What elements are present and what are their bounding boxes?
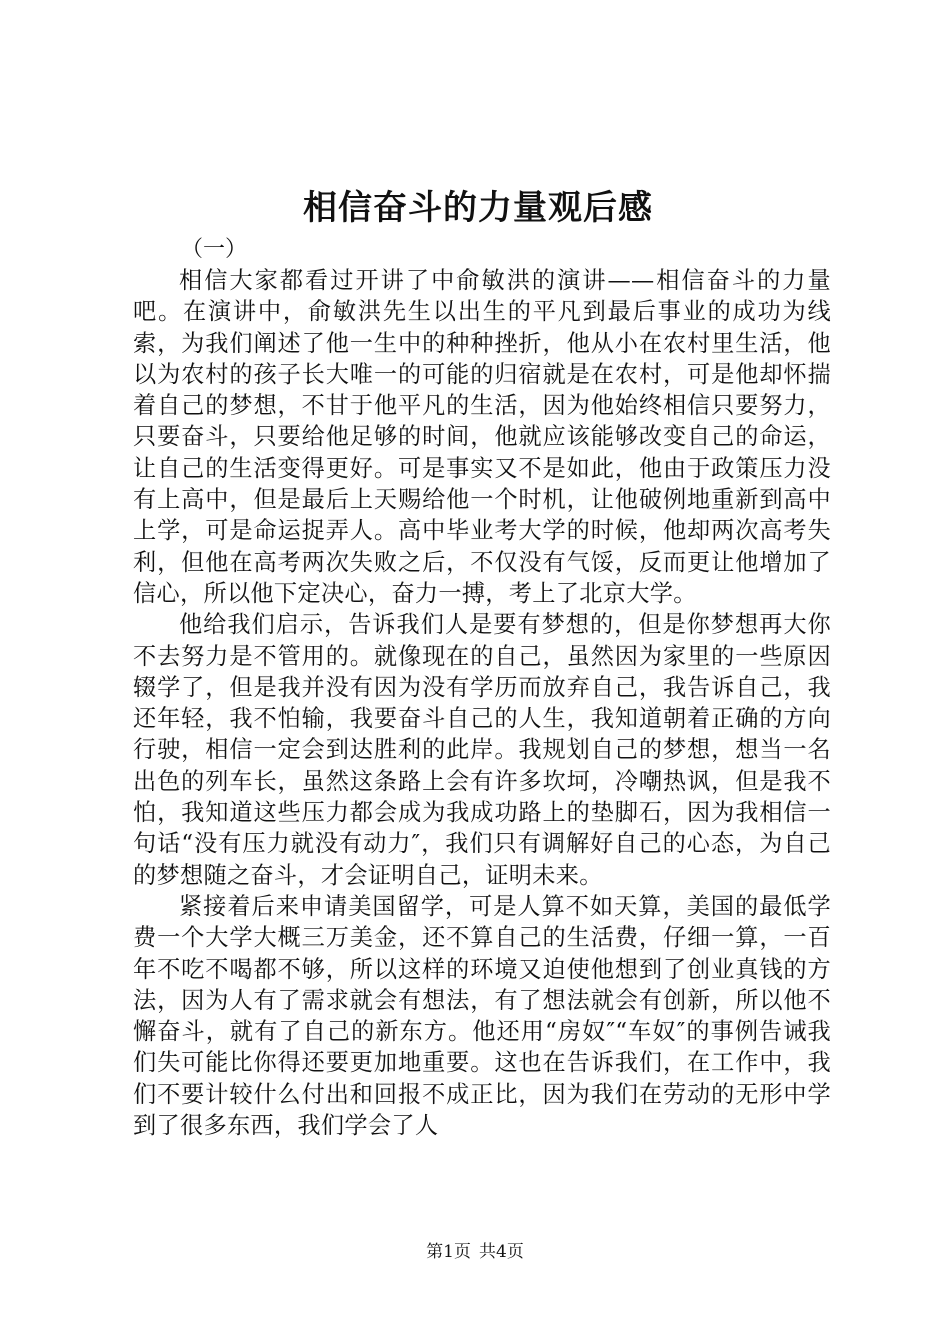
page-footer (0, 1240, 950, 1264)
paragraph-1: 相信大家都看过开讲了中俞敏洪的演讲——相信奋斗的力量吧。在演讲中，俞敏洪先生以出生的平凡到最后事业的成功为线索，为我们阐述了他一生中的种种挫折，他从小在农村里生活，他以为农村的孩子长大唯一的可能的归宿就是在农村，可是他却怀揣着自己的梦想，不甘于他平凡的生活，因为他始终相信只要努力，只要奋斗，只要给他足够的时间，他就应该能够改变自己的命运，让自己的生活变得更好。可是事实又不是如此，他由于政策压力没有上高中，但是最后上天赐给他一个时机，让他破例地重新到高中上学，可是命运捉弄人。高中毕业考大学的时候，他却两次高考失利，但他在高考两次失败之后，不仅没有气馁，反而更让他增加了信心，所以他下定决心，奋力一搏，考上了北京大学。 (133, 267, 831, 607)
document-body (133, 234, 831, 1141)
document-title: 相信奋斗的力量观后感 (303, 188, 653, 228)
page-number: 第1页 (426, 1242, 471, 1262)
page-total: 共4页 (479, 1242, 524, 1262)
section-label: （一） (181, 237, 248, 262)
paragraph-3: 紧接着后来申请美国留学，可是人算不如天算，美国的最低学费一个大学大概三万美金，还不算自己的生活费，仔细一算，一百年不吃不喝都不够，所以这样的环境又迫使他想到了创业真钱的方法，因为人有了需求就会有想法，有了想法就会有创新，所以他不懈奋斗，就有了自己的新东方。他还用“房奴″“车奴″的事例告诫我们失可能比你得还要更加地重要。这也在告诉我们，在工作中，我们不要计较什么付出和回报不成正比，因为我们在劳动的无形中学到了很多东西，我们学会了人 (133, 892, 831, 1140)
paragraph-2: 他给我们启示，告诉我们人是要有梦想的，但是你梦想再大你不去努力是不管用的。就像现在的自己，虽然因为家里的一些原因辍学了，但是我并没有因为没有学历而放弃自己，我告诉自己，我还年轻，我不怕输，我要奋斗自己的人生，我知道朝着正确的方向行驶，相信一定会到达胜利的此岸。我规划自己的梦想，想当一名出色的列车长，虽然这条路上会有许多坎坷，冷嘲热讽，但是我不怕，我知道这些压力都会成为我成功路上的垫脚石，因为我相信一句话“没有压力就没有动力″，我们只有调解好自己的心态，为自己的梦想随之奋斗，才会证明自己，证明未来。 (133, 611, 831, 889)
